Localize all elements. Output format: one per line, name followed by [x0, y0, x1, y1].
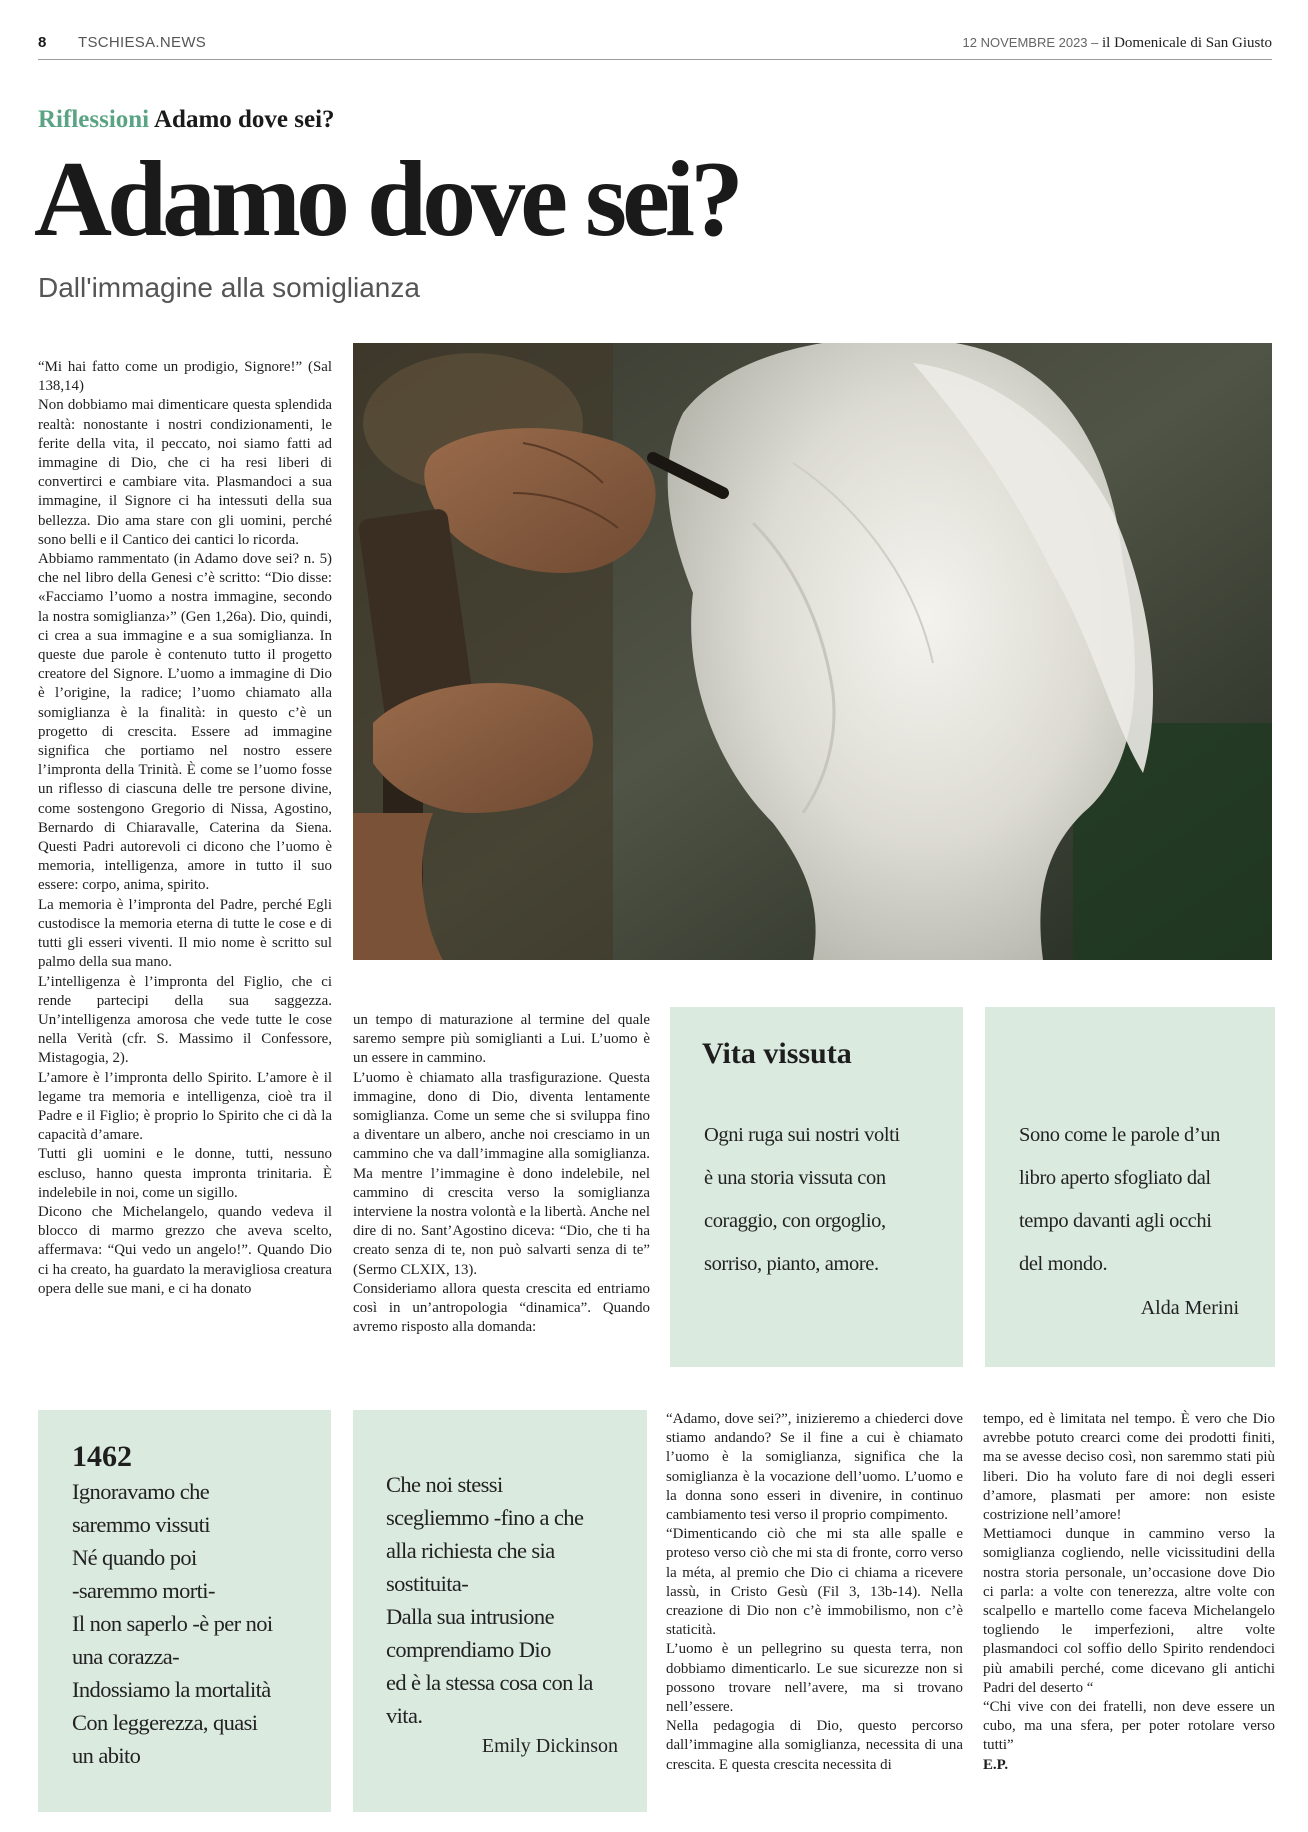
poem-line: vita.: [386, 1703, 423, 1728]
poem-line: del mondo.: [1019, 1253, 1108, 1275]
body-paragraph: Mettiamoci dunque in cammino verso la somiglianza cogliendo, nelle vicissitudini della nostra storia personale, un’occasione dove Dio ci parla: a volte con tenerezza, altre volte con scalpello e martello come faceva Michelangelo togliendo le imperfezioni, altre volte plasmandoci col soffio dello Spirito rendendoci più amabili perché, come dicevano gli antichi Padri del deserto “: [983, 1526, 1275, 1696]
body-paragraph: L’amore è l’impronta dello Spirito. L’amore è il legame tra memoria e intelligenza, cioè tra il Padre e il Figlio; è proprio lo Spirito che ci dà la capacità d’amare.: [38, 1069, 332, 1144]
poem-line: Con leggerezza, quasi: [72, 1710, 258, 1735]
sidebar-title: Vita vissuta: [702, 1037, 852, 1070]
poem-line: ed è la stessa cosa con la: [386, 1670, 593, 1695]
poem-line: Che noi stessi: [386, 1472, 503, 1497]
poem-line: alla richiesta che sia: [386, 1538, 555, 1563]
sidebar-poem: [386, 1468, 593, 1732]
page-header: [38, 32, 1272, 60]
body-column-2: [353, 1011, 650, 1337]
quote-author: Alda Merini: [1140, 1297, 1239, 1319]
poem-line: Ogni ruga sui nostri volti: [704, 1124, 900, 1146]
poem-line: sostituita-: [386, 1571, 469, 1596]
poem-line: tempo davanti agli occhi: [1019, 1210, 1212, 1232]
poem-line: saremmo vissuti: [72, 1512, 210, 1537]
body-paragraph: Non dobbiamo mai dimenticare questa splendida realtà: nonostante i nostri condizionamenti, le ferite della vita, il peccato, noi siamo fatti ad immagine di Dio, che ci ha resi liberi di convertirci e cambiare vita. Plasmandoci a sua immagine, il Signore ci ha intessuti della sua bellezza. Dio ama stare con gli uomini, perché sono belli e il Cantico dei cantici lo ricorda.: [38, 397, 332, 548]
section-category: Riflessioni: [38, 106, 150, 133]
sidebar-poem: [704, 1114, 900, 1286]
poem-line: Indossiamo la mortalità: [72, 1677, 271, 1702]
sidebar-merini-quote: [985, 1007, 1275, 1367]
page-number: 8: [38, 34, 47, 51]
body-paragraph: Dicono che Michelangelo, quando vedeva il blocco di marmo grezzo che aveva scelto, affermava: “Qui vedo un angelo!”. Quando Dio ci ha creato, ha guardato la meravigliosa creatura opera delle sue mani, e ci ha donato: [38, 1203, 332, 1297]
newspaper-name: il Domenicale di San Giusto: [1102, 35, 1272, 51]
poem-line: scegliemmo -fino a che: [386, 1505, 584, 1530]
poem-line: libro aperto sfogliato dal: [1019, 1167, 1211, 1189]
site-name: TSCHIESA.NEWS: [78, 34, 207, 51]
issue-date: 12 NOVEMBRE 2023: [962, 35, 1088, 50]
series-title: Adamo dove sei?: [154, 106, 335, 133]
body-paragraph: “Mi hai fatto come un prodigio, Signore!” (Sal 138,14): [38, 359, 332, 395]
poem-line: comprendiamo Dio: [386, 1637, 551, 1662]
sidebar-poem: [72, 1475, 273, 1772]
article-headline: Adamo dove sei?: [34, 140, 739, 259]
poem-line: sorriso, pianto, amore.: [704, 1253, 879, 1275]
author-signature: E.P.: [983, 1756, 1009, 1773]
poem-line: Dalla sua intrusione: [386, 1604, 554, 1629]
section-kicker: [38, 106, 335, 134]
body-paragraph: un tempo di maturazione al termine del quale saremo sempre più somiglianti a Lui. L’uomo è un essere in cammino.: [353, 1012, 650, 1067]
poem-line: Né quando poi: [72, 1545, 197, 1570]
body-column-4: [983, 1410, 1275, 1775]
body-paragraph: La memoria è l’impronta del Padre, perché Egli custodisce la memoria eterna di tutte le cose e di tutti gli esseri viventi. Il mio nome è scritto sul palmo della sua mano.: [38, 896, 332, 971]
sidebar-poem-1462: [38, 1410, 331, 1812]
poem-line: è una storia vissuta con: [704, 1167, 886, 1189]
dateline-separator: –: [1087, 35, 1103, 50]
body-paragraph: Abbiamo rammentato (in Adamo dove sei? n. 5) che nel libro della Genesi c’è scritto: “Dio disse: «Facciamo l’uomo a nostra immagine, secondo la nostra somiglianza›” (Gen 1,26a). Dio, quindi, ci crea a sua immagine e a sua somiglianza. In queste due parole è contenuto tutto il progetto creatore del Signore. L’uomo a immagine di Dio è l’origine, la radice; l’uomo chiamato alla somiglianza è la finalità: in questo c’è un progetto di crescita. Essere ad immagine significa che portiamo nel nostro essere l’impronta della Trinità. È come se l’uomo fosse un riflesso di ciascuna delle tre persone divine, come sostengono Gregorio di Nissa, Agostino, Bernardo di Chiaravalle, Caterina da Siena. Questi Padri autorevoli ci dicono che l’uomo è memoria, intelligenza, amore in tutto il suo essere: corpo, anima, spirito.: [38, 551, 332, 894]
poem-line: Ignoravamo che: [72, 1479, 210, 1504]
dateline: [963, 35, 1272, 52]
sculptor-photo-illustration: [353, 343, 1272, 960]
body-paragraph: Tutti gli uomini e le donne, tutti, nessuno escluso, hanno questa impronta trinitaria. È indelebile in noi, come un sigillo.: [38, 1146, 332, 1201]
sidebar-vita-vissuta: [670, 1007, 963, 1367]
poem-line: -saremmo morti-: [72, 1578, 215, 1603]
body-column-1: [38, 358, 332, 1299]
poem-line: un abito: [72, 1743, 141, 1768]
sidebar-poem: [1019, 1114, 1220, 1286]
sidebar-dickinson-poem: [353, 1410, 647, 1812]
body-paragraph: “Dimenticando ciò che mi sta alle spalle e proteso verso ciò che mi sta di fronte, corro verso la méta, al premio che Dio ci chiama a ricevere lassù, in Cristo Gesù (Fil 3, 13b-14). Nella creazione di Dio non c’è immobilismo, non c’è staticità.: [666, 1526, 963, 1639]
poem-line: una corazza-: [72, 1644, 180, 1669]
poem-line: Sono come le parole d’un: [1019, 1124, 1221, 1146]
body-paragraph: “Chi vive con dei fratelli, non deve essere un cubo, ma una sfera, per poter rotolare verso tutti”: [983, 1699, 1275, 1754]
article-photo: [353, 343, 1272, 960]
body-paragraph: L’intelligenza è l’impronta del Figlio, che ci rende partecipi della sua saggezza. Un’intelligenza amorosa che vede tutte le cose nella Verità (cfr. S. Massimo il Confessore, Mistagogia, 2).: [38, 973, 332, 1067]
body-paragraph: L’uomo è un pellegrino su questa terra, non dobbiamo dimenticarlo. Le sue sicurezze non si possono trovare nell’avere, ma si trovano nell’essere.: [666, 1641, 963, 1716]
poem-author: Emily Dickinson: [481, 1735, 618, 1757]
body-paragraph: Consideriamo allora questa crescita ed entriamo così in un’antropologia “dinamica”. Quando avremo risposto alla domanda:: [353, 1280, 650, 1336]
body-paragraph: L’uomo è chiamato alla trasfigurazione. Questa immagine, dono di Dio, diventa lentamente somiglianza. Come un seme che si sviluppa fino a diventare un albero, anche noi cresciamo in un cammino che va dall’immagine alla somiglianza. Ma mentre l’immagine è dono indelebile, nel cammino di crescita verso la somiglianza interviene la nostra volontà e la libertà. Anche nel dire di no. Sant’Agostino diceva: “Dio, che ti ha creato senza di te, non può salvarti senza di te” (Sermo CLXIX, 13).: [353, 1069, 650, 1278]
article-subtitle: Dall'immagine alla somiglianza: [38, 272, 420, 303]
poem-title: 1462: [72, 1440, 132, 1473]
body-paragraph: tempo, ed è limitata nel tempo. È vero che Dio avrebbe potuto crearci come dei prodotti finiti, ma se avesse deciso così, non saremmo stati più liberi. Dio ha voluto fare di noi degli esseri d’amore, plasmati per amore: non esiste costrizione nell’amore!: [983, 1411, 1275, 1524]
body-column-3: [666, 1410, 963, 1775]
body-paragraph: “Adamo, dove sei?”, inizieremo a chiederci dove stiamo andando? Se il fine a cui è chiamato l’uomo è la somiglianza, significa che la somiglianza è la vocazione dell’uomo. L’uomo e la donna sono esseri in divenire, in continuo cambiamento tesi verso il proprio compimento.: [666, 1411, 963, 1524]
poem-line: Il non saperlo -è per noi: [72, 1611, 273, 1636]
poem-line: coraggio, con orgoglio,: [704, 1210, 886, 1232]
body-paragraph: Nella pedagogia di Dio, questo percorso dall’immagine alla somiglianza, necessita di una crescita. E questa crescita necessita di: [666, 1718, 963, 1773]
